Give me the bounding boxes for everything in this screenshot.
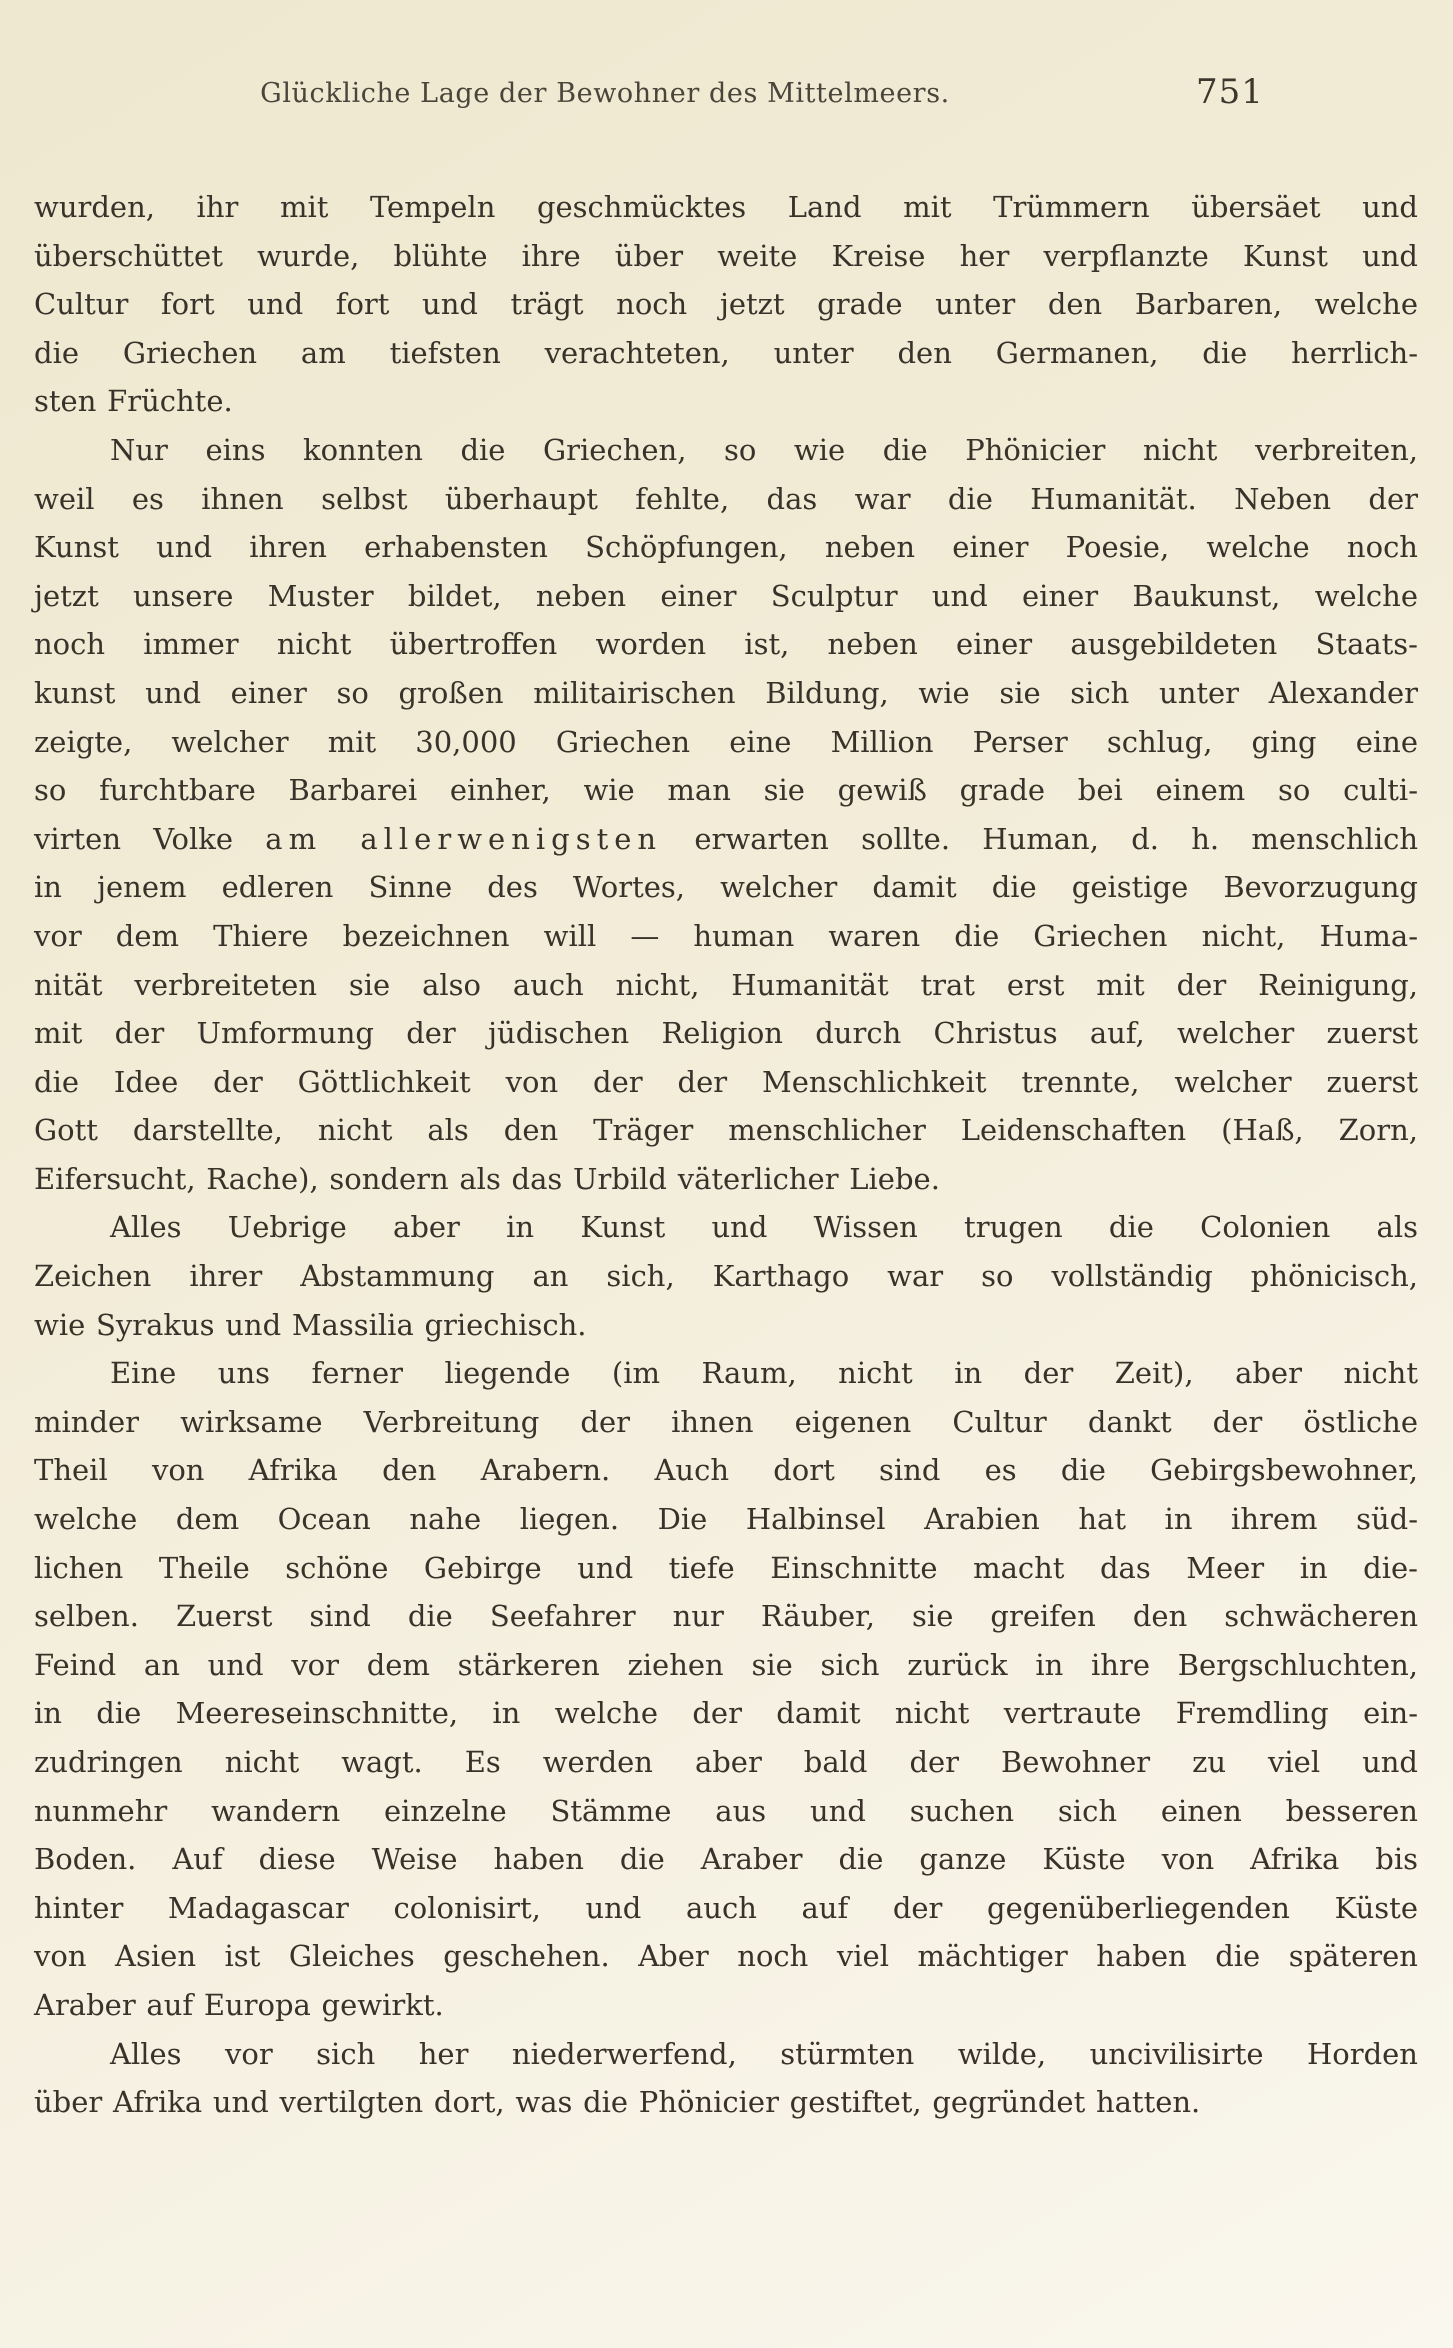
text-segment: erwarten sollte. Human, d. h. menschlich: [662, 821, 1419, 856]
text-line: nunmehr wandern einzelne Stämme aus und suchen sich einen besseren: [34, 1793, 1418, 1828]
running-header-title: Glückliche Lage der Bewohner des Mittelmeers.: [260, 78, 950, 109]
text-line: Boden. Auf diese Weise haben die Araber die ganze Küste von Afrika bis: [34, 1842, 1418, 1877]
text-line: die Idee der Göttlichkeit von der der Menschlichkeit trennte, welcher zuerst: [34, 1064, 1418, 1099]
text-line: Kunst und ihren erhabensten Schöpfungen, neben einer Poesie, welche noch: [34, 530, 1418, 565]
text-line: Feind an und vor dem stärkeren ziehen sie sich zurück in ihre Bergschluchten,: [34, 1647, 1418, 1682]
text-line: Gott darstellte, nicht als den Träger menschlicher Leidenschaften (Haß, Zorn,: [34, 1113, 1418, 1148]
text-line: wurden, ihr mit Tempeln geschmücktes Land mit Trümmern übersäet und: [34, 190, 1418, 224]
text-line: so furchtbare Barbarei einher, wie man sie gewiß grade bei einem so culti-: [34, 773, 1418, 808]
text-line: vor dem Thiere bezeichnen will — human waren die Griechen nicht, Huma-: [34, 918, 1418, 953]
text-line: weil es ihnen selbst überhaupt fehlte, das war die Humanität. Neben der: [34, 481, 1418, 516]
text-line: wie Syrakus und Massilia griechisch.: [34, 1307, 587, 1342]
text-line: sten Früchte.: [34, 384, 233, 419]
text-line: in jenem edleren Sinne des Wortes, welcher damit die geistige Bevorzugung: [34, 870, 1418, 905]
text-line: zeigte, welcher mit 30,000 Griechen eine Million Perser schlug, ging eine: [34, 724, 1418, 759]
paragraph: [34, 426, 1418, 1204]
text-line: selben. Zuerst sind die Seefahrer nur Räuber, sie greifen den schwächeren: [34, 1599, 1418, 1634]
page-body-text: [34, 183, 1418, 2127]
text-line: kunst und einer so großen militairischen Bildung, wie sie sich unter Alexander: [34, 675, 1418, 710]
text-line: welche dem Ocean nahe liegen. Die Halbinsel Arabien hat in ihrem süd-: [34, 1502, 1418, 1537]
text-line: Zeichen ihrer Abstammung an sich, Karthago war so vollständig phönicisch,: [34, 1259, 1418, 1294]
text-line: von Asien ist Gleiches geschehen. Aber noch viel mächtiger haben die späteren: [34, 1939, 1418, 1974]
text-line: jetzt unsere Muster bildet, neben einer Sculptur und einer Baukunst, welche: [34, 578, 1418, 613]
text-line: lichen Theile schöne Gebirge und tiefe Einschnitte macht das Meer in die-: [34, 1550, 1418, 1585]
text-line: zudringen nicht wagt. Es werden aber bald der Bewohner zu viel und: [34, 1745, 1418, 1779]
text-line: mit der Umformung der jüdischen Religion durch Christus auf, welcher zuerst: [34, 1016, 1418, 1051]
text-line: Theil von Afrika den Arabern. Auch dort sind es die Gebirgsbewohner,: [34, 1453, 1418, 1488]
text-line: Cultur fort und fort und trägt noch jetzt grade unter den Barbaren, welche: [34, 287, 1418, 322]
paragraph: [34, 1203, 1418, 1349]
text-line: hinter Madagascar colonisirt, und auch auf der gegenüberliegenden Küste: [34, 1890, 1418, 1925]
text-line: Nur eins konnten die Griechen, so wie die Phönicier nicht verbreiten,: [110, 432, 1418, 467]
running-header: [0, 72, 1453, 116]
text-line: [34, 815, 1418, 864]
paragraph: [34, 1349, 1418, 2029]
text-segment: virten Volke: [34, 821, 266, 856]
page-number: 751: [1196, 72, 1264, 112]
text-line: Eifersucht, Rache), sondern als das Urbild väterlicher Liebe.: [34, 1161, 940, 1196]
text-line: in die Meereseinschnitte, in welche der damit nicht vertraute Fremdling ein-: [34, 1696, 1418, 1731]
paragraph: [34, 2030, 1418, 2127]
letterspaced-emphasis: am allerwenigsten: [265, 821, 663, 856]
text-line: minder wirksame Verbreitung der ihnen eigenen Cultur dankt der östliche: [34, 1404, 1418, 1439]
text-line: die Griechen am tiefsten verachteten, unter den Germanen, die herrlich-: [34, 335, 1418, 370]
text-line: noch immer nicht übertroffen worden ist, neben einer ausgebildeten Staats-: [34, 627, 1418, 662]
text-line: Araber auf Europa gewirkt.: [34, 1987, 444, 2022]
text-line: überschüttet wurde, blühte ihre über weite Kreise her verpflanzte Kunst und: [34, 238, 1418, 273]
text-line: über Afrika und vertilgten dort, was die Phönicier gestiftet, gegründet hatten.: [34, 2085, 1201, 2120]
text-line: Alles Uebrige aber in Kunst und Wissen trugen die Colonien als: [110, 1210, 1418, 1245]
text-line: Alles vor sich her niederwerfend, stürmten wilde, uncivilisirte Horden: [110, 2036, 1418, 2071]
text-line: Eine uns ferner liegende (im Raum, nicht in der Zeit), aber nicht: [110, 1356, 1418, 1391]
text-line: nität verbreiteten sie also auch nicht, Humanität trat erst mit der Reinigung,: [34, 967, 1418, 1002]
paragraph: [34, 183, 1418, 426]
